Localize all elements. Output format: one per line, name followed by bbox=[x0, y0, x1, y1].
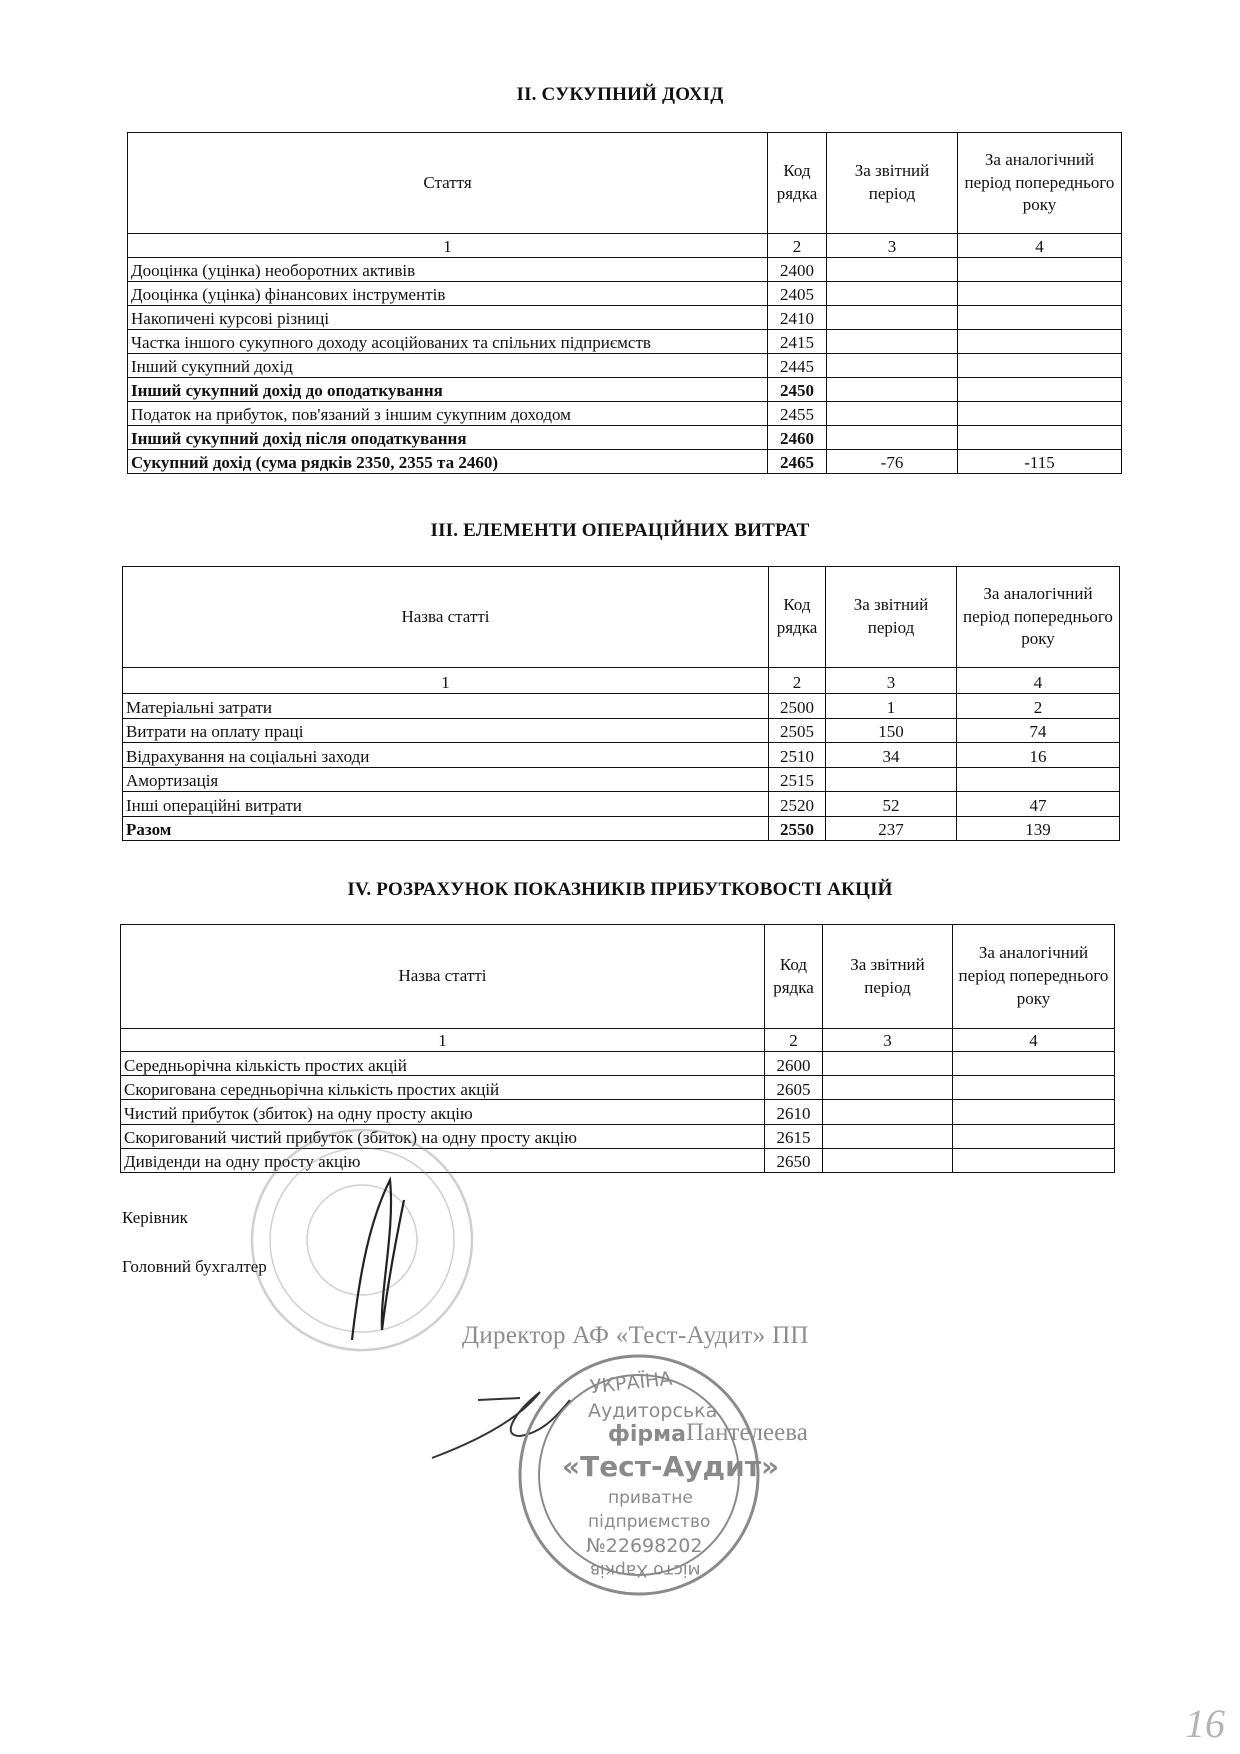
row-code: 2515 bbox=[769, 767, 826, 792]
header-current: За звітний період bbox=[827, 133, 958, 234]
row-current-value: 34 bbox=[826, 743, 957, 768]
row-code: 2610 bbox=[765, 1100, 823, 1124]
row-code: 2410 bbox=[768, 306, 827, 330]
col-number: 2 bbox=[769, 668, 826, 694]
col-number: 2 bbox=[768, 234, 827, 258]
col-number: 4 bbox=[957, 668, 1120, 694]
header-previous: За аналогічний період попереднього року bbox=[957, 567, 1120, 668]
section-4-title: IV. РОЗРАХУНОК ПОКАЗНИКІВ ПРИБУТКОВОСТІ АКЦІЙ bbox=[347, 879, 893, 900]
chief-accountant-label: Головний бухгалтер bbox=[122, 1257, 267, 1276]
row-current-value: 52 bbox=[826, 792, 957, 817]
page-number: 16 bbox=[1185, 1701, 1225, 1746]
row-previous-value: 2 bbox=[957, 694, 1120, 719]
stamp-line-4: приватне bbox=[608, 1488, 693, 1508]
auditor-signature bbox=[432, 1392, 570, 1458]
row-code: 2460 bbox=[768, 426, 827, 450]
col-number: 1 bbox=[128, 234, 768, 258]
section-2-title: ІІ. СУКУПНИЙ ДОХІД bbox=[516, 84, 724, 105]
row-code: 2450 bbox=[768, 378, 827, 402]
header-article: Назва статті bbox=[123, 567, 769, 668]
header-code: Код рядка bbox=[765, 925, 823, 1029]
row-name: Податок на прибуток, пов'язаний з іншим сукупним доходом bbox=[128, 402, 768, 426]
row-name: Інший сукупний дохід після оподаткування bbox=[128, 426, 768, 450]
col-number: 1 bbox=[121, 1029, 765, 1052]
col-number: 3 bbox=[827, 234, 958, 258]
header-current: За звітний період bbox=[826, 567, 957, 668]
stamp-line-5: підприємство bbox=[588, 1512, 711, 1532]
row-name: Інші операційні витрати bbox=[123, 792, 769, 817]
stamp-line-1: Аудиторська bbox=[588, 1400, 718, 1422]
row-code: 2500 bbox=[769, 694, 826, 719]
row-code: 2400 bbox=[768, 258, 827, 282]
row-previous-value: 74 bbox=[957, 718, 1120, 743]
row-name: Скоригований чистий прибуток (збиток) на одну просту акцію bbox=[121, 1124, 765, 1148]
header-previous: За аналогічний період попереднього року bbox=[958, 133, 1122, 234]
row-code: 2510 bbox=[769, 743, 826, 768]
row-previous-value: 47 bbox=[957, 792, 1120, 817]
row-code: 2415 bbox=[768, 330, 827, 354]
col-number: 3 bbox=[826, 668, 957, 694]
stamp-line-2: фірма bbox=[608, 1422, 686, 1447]
handwritten-signature bbox=[352, 1180, 404, 1340]
section-3-title: ІІІ. ЕЛЕМЕНТИ ОПЕРАЦІЙНИХ ВИТРАТ bbox=[430, 520, 810, 541]
row-name: Накопичені курсові різниці bbox=[128, 306, 768, 330]
header-article: Назва статті bbox=[121, 925, 765, 1029]
row-name: Чистий прибуток (збиток) на одну просту акцію bbox=[121, 1100, 765, 1124]
row-code: 2405 bbox=[768, 282, 827, 306]
stamp-number: №22698202 bbox=[586, 1535, 703, 1557]
row-code: 2615 bbox=[765, 1124, 823, 1148]
row-current-value: 150 bbox=[826, 718, 957, 743]
row-code: 2550 bbox=[769, 816, 826, 841]
stamp-city: місто Харків bbox=[590, 1560, 701, 1580]
row-previous-value: 16 bbox=[957, 743, 1120, 768]
row-name: Витрати на оплату праці bbox=[123, 718, 769, 743]
col-number: 2 bbox=[765, 1029, 823, 1052]
row-current-value: 237 bbox=[826, 816, 957, 841]
row-code: 2505 bbox=[769, 718, 826, 743]
header-code: Код рядка bbox=[768, 133, 827, 234]
header-article: Стаття bbox=[128, 133, 768, 234]
row-code: 2445 bbox=[768, 354, 827, 378]
row-name: Інший сукупний дохід до оподаткування bbox=[128, 378, 768, 402]
header-code: Код рядка bbox=[769, 567, 826, 668]
manager-label: Керівник bbox=[122, 1208, 188, 1227]
stamp-line-3: «Тест-Аудит» bbox=[562, 1450, 780, 1483]
row-name: Амортизація bbox=[123, 767, 769, 792]
header-previous: За аналогічний період попереднього року bbox=[953, 925, 1115, 1029]
col-number: 4 bbox=[953, 1029, 1115, 1052]
row-name: Дооцінка (уцінка) необоротних активів bbox=[128, 258, 768, 282]
row-code: 2600 bbox=[765, 1052, 823, 1076]
stamp-country: УКРАЇНА bbox=[589, 1367, 674, 1399]
row-current-value: 1 bbox=[826, 694, 957, 719]
row-name: Дивіденди на одну просту акцію bbox=[121, 1148, 765, 1172]
header-current: За звітний період bbox=[823, 925, 953, 1029]
row-name: Матеріальні затрати bbox=[123, 694, 769, 719]
auditor-name: Пантелеева bbox=[686, 1419, 808, 1446]
col-number: 4 bbox=[958, 234, 1122, 258]
col-number: 1 bbox=[123, 668, 769, 694]
row-previous-value: -115 bbox=[958, 450, 1122, 474]
row-name: Сукупний дохід (сума рядків 2350, 2355 та 2460) bbox=[128, 450, 768, 474]
auditor-title: Директор АФ «Тест-Аудит» ПП bbox=[462, 1322, 809, 1349]
row-name: Скоригована середньорічна кількість простих акцій bbox=[121, 1076, 765, 1100]
col-number: 3 bbox=[823, 1029, 953, 1052]
row-name: Дооцінка (уцінка) фінансових інструментів bbox=[128, 282, 768, 306]
row-name: Середньорічна кількість простих акцій bbox=[121, 1052, 765, 1076]
row-name: Частка іншого сукупного доходу асоційованих та спільних підприємств bbox=[128, 330, 768, 354]
row-name: Інший сукупний дохід bbox=[128, 354, 768, 378]
row-previous-value: 139 bbox=[957, 816, 1120, 841]
row-code: 2455 bbox=[768, 402, 827, 426]
row-code: 2605 bbox=[765, 1076, 823, 1100]
row-current-value: -76 bbox=[827, 450, 958, 474]
row-code: 2465 bbox=[768, 450, 827, 474]
row-name: Разом bbox=[123, 816, 769, 841]
company-seal bbox=[252, 1130, 472, 1350]
row-code: 2650 bbox=[765, 1148, 823, 1172]
row-name: Відрахування на соціальні заходи bbox=[123, 743, 769, 768]
row-code: 2520 bbox=[769, 792, 826, 817]
